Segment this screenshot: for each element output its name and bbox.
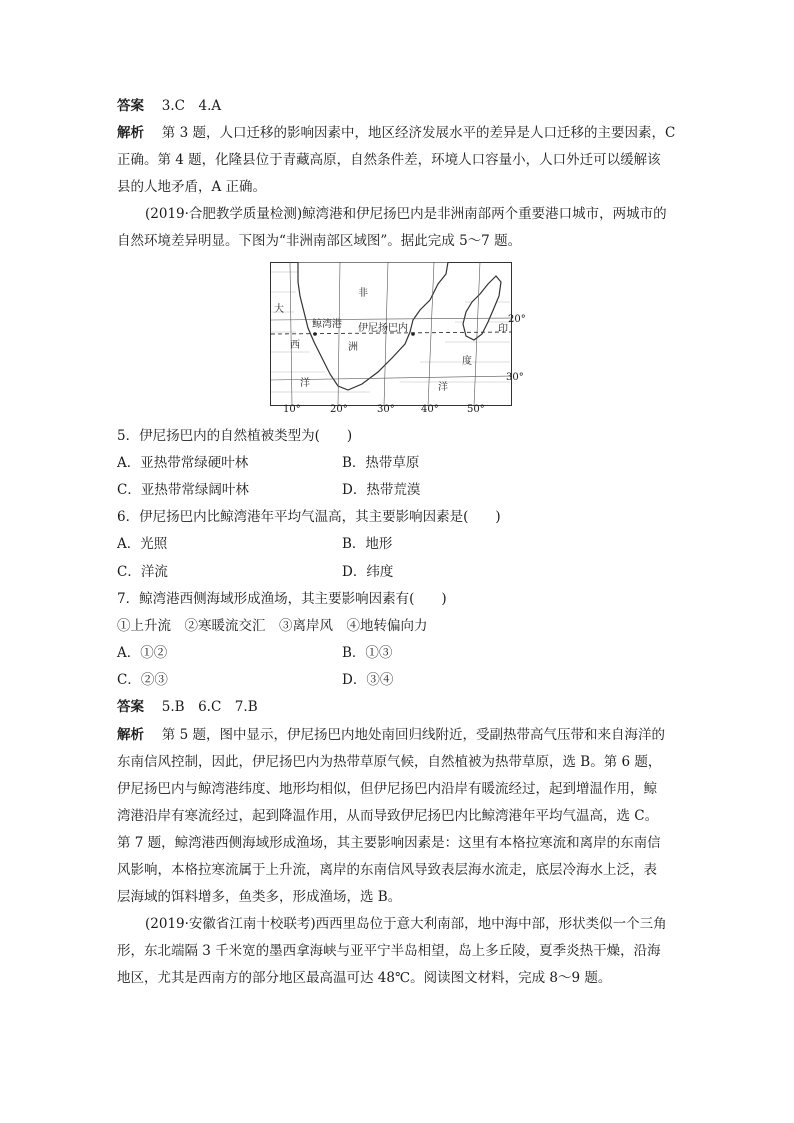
- question-6-option-c: C．洋流: [117, 564, 168, 580]
- answer-label: 答案: [117, 98, 144, 114]
- question-7-items: ①上升流 ②寒暖流交汇 ③离岸风 ④地转偏向力: [117, 618, 428, 634]
- lon-tick-40: 40°: [421, 404, 439, 415]
- question-5-option-c: C．亚热带常绿阔叶林: [117, 482, 249, 498]
- question-7-option-a: A．①②: [117, 645, 168, 661]
- label-walvis-bay: 鲸湾港: [312, 319, 342, 330]
- answer-value: 5.B 6.C 7.B: [161, 699, 258, 715]
- passage-line: (2019·安徽省江南十校联考)西西里岛位于意大利南部，地中海中部，形状类似一个三角: [145, 916, 667, 932]
- label-indian-1: 印: [498, 324, 508, 335]
- question-7-option-d: D．③④: [342, 672, 394, 688]
- explanation-line: 正确。第 4 题，化隆县位于青藏高原，自然条件差，环境人口容量小，人口外迁可以缓解该: [117, 152, 661, 168]
- question-6-option-a: A．光照: [117, 536, 168, 552]
- southern-africa-map: [270, 262, 512, 407]
- question-6-option-b: B．地形: [342, 536, 393, 552]
- explanation-line: 第 7 题，鲸湾港西侧海域形成渔场，其主要影响因素是：这里有本格拉寒流和离岸的东南信: [117, 835, 661, 851]
- explanation-line: [117, 726, 665, 744]
- label-atlantic-3: 洋: [300, 378, 310, 389]
- question-6-stem: 6．伊尼扬巴内比鲸湾港年平均气温高，其主要影响因素是( ): [117, 509, 501, 525]
- answer-value: 3.C 4.A: [161, 98, 222, 114]
- explanation-label: 解析: [117, 727, 144, 743]
- explanation-line: [117, 124, 675, 142]
- lon-tick-20: 20°: [330, 404, 348, 415]
- answer-label: 答案: [117, 699, 144, 715]
- question-7-option-c: C．②③: [117, 672, 168, 688]
- label-indian-2: 度: [462, 356, 472, 367]
- label-africa-1: 非: [358, 288, 368, 299]
- question-7-option-b: B．①③: [342, 645, 393, 661]
- label-atlantic-1: 大: [274, 304, 284, 315]
- explanation-text: 第 3 题，人口迁移的影响因素中，地区经济发展水平的差异是人口迁移的主要因素，C: [161, 125, 676, 141]
- question-5-option-a: A．亚热带常绿硬叶林: [117, 455, 249, 471]
- explanation-line: 东南信风控制，因此，伊尼扬巴内为热带草原气候，自然植被为热带草原，选 B。第 6 题，: [117, 754, 662, 770]
- answer-line-2: [117, 698, 258, 716]
- passage-line: 地区，尤其是西南方的部分地区最高温可达 48℃。阅读图文材料，完成 8～9 题。: [117, 970, 612, 986]
- question-5-stem: 5．伊尼扬巴内的自然植被类型为( ): [117, 428, 353, 444]
- explanation-label: 解析: [117, 125, 144, 141]
- lon-tick-50: 50°: [467, 404, 485, 415]
- label-indian-3: 洋: [438, 382, 448, 393]
- explanation-line: 伊尼扬巴内与鲸湾港纬度、地形均相似，但伊尼扬巴内沿岸有暖流经过，起到增温作用，鲸: [117, 781, 657, 797]
- explanation-line: 湾港沿岸有寒流经过，起到降温作用，从而导致伊尼扬巴内比鲸湾港年平均气温高，选 C。: [117, 808, 659, 824]
- question-7-stem: 7．鲸湾港西侧海域形成渔场，其主要影响因素有( ): [117, 591, 447, 607]
- explanation-line: 层海域的饵料增多，鱼类多，形成渔场，选 B。: [117, 889, 402, 905]
- label-atlantic-2: 西: [290, 340, 300, 351]
- passage-line: (2019·合肥教学质量检测)鲸湾港和伊尼扬巴内是非洲南部两个重要港口城市，两城市的: [145, 206, 667, 222]
- label-inhambane: 伊尼扬巴内: [358, 323, 408, 334]
- question-5-option-b: B．热带草原: [342, 455, 420, 471]
- lat-tick-30: 30°: [506, 372, 524, 383]
- lat-tick-20: 20°: [508, 314, 526, 325]
- passage-line: 自然环境差异明显。下图为“非洲南部区域图”。据此完成 5～7 题。: [117, 233, 522, 249]
- passage-line: 形，东北端隔 3 千米宽的墨西拿海峡与亚平宁半岛相望，岛上多丘陵，夏季炎热干燥，沿海: [117, 943, 661, 959]
- explanation-line: 风影响，本格拉寒流属于上升流，离岸的东南信风导致表层海水流走，底层冷海水上泛，表: [117, 862, 657, 878]
- walvis-bay-marker: [313, 332, 317, 336]
- answer-line-1: [117, 97, 221, 115]
- lon-tick-10: 10°: [283, 404, 301, 415]
- label-africa-2: 洲: [348, 342, 358, 353]
- lon-tick-30: 30°: [377, 404, 395, 415]
- explanation-text: 第 5 题，图中显示，伊尼扬巴内地处南回归线附近，受副热带高气压带和来自海洋的: [161, 727, 665, 743]
- question-5-option-d: D．热带荒漠: [342, 482, 421, 498]
- explanation-line: 县的人地矛盾，A 正确。: [117, 179, 267, 195]
- question-6-option-d: D．纬度: [342, 564, 394, 580]
- inhambane-marker: [411, 332, 415, 336]
